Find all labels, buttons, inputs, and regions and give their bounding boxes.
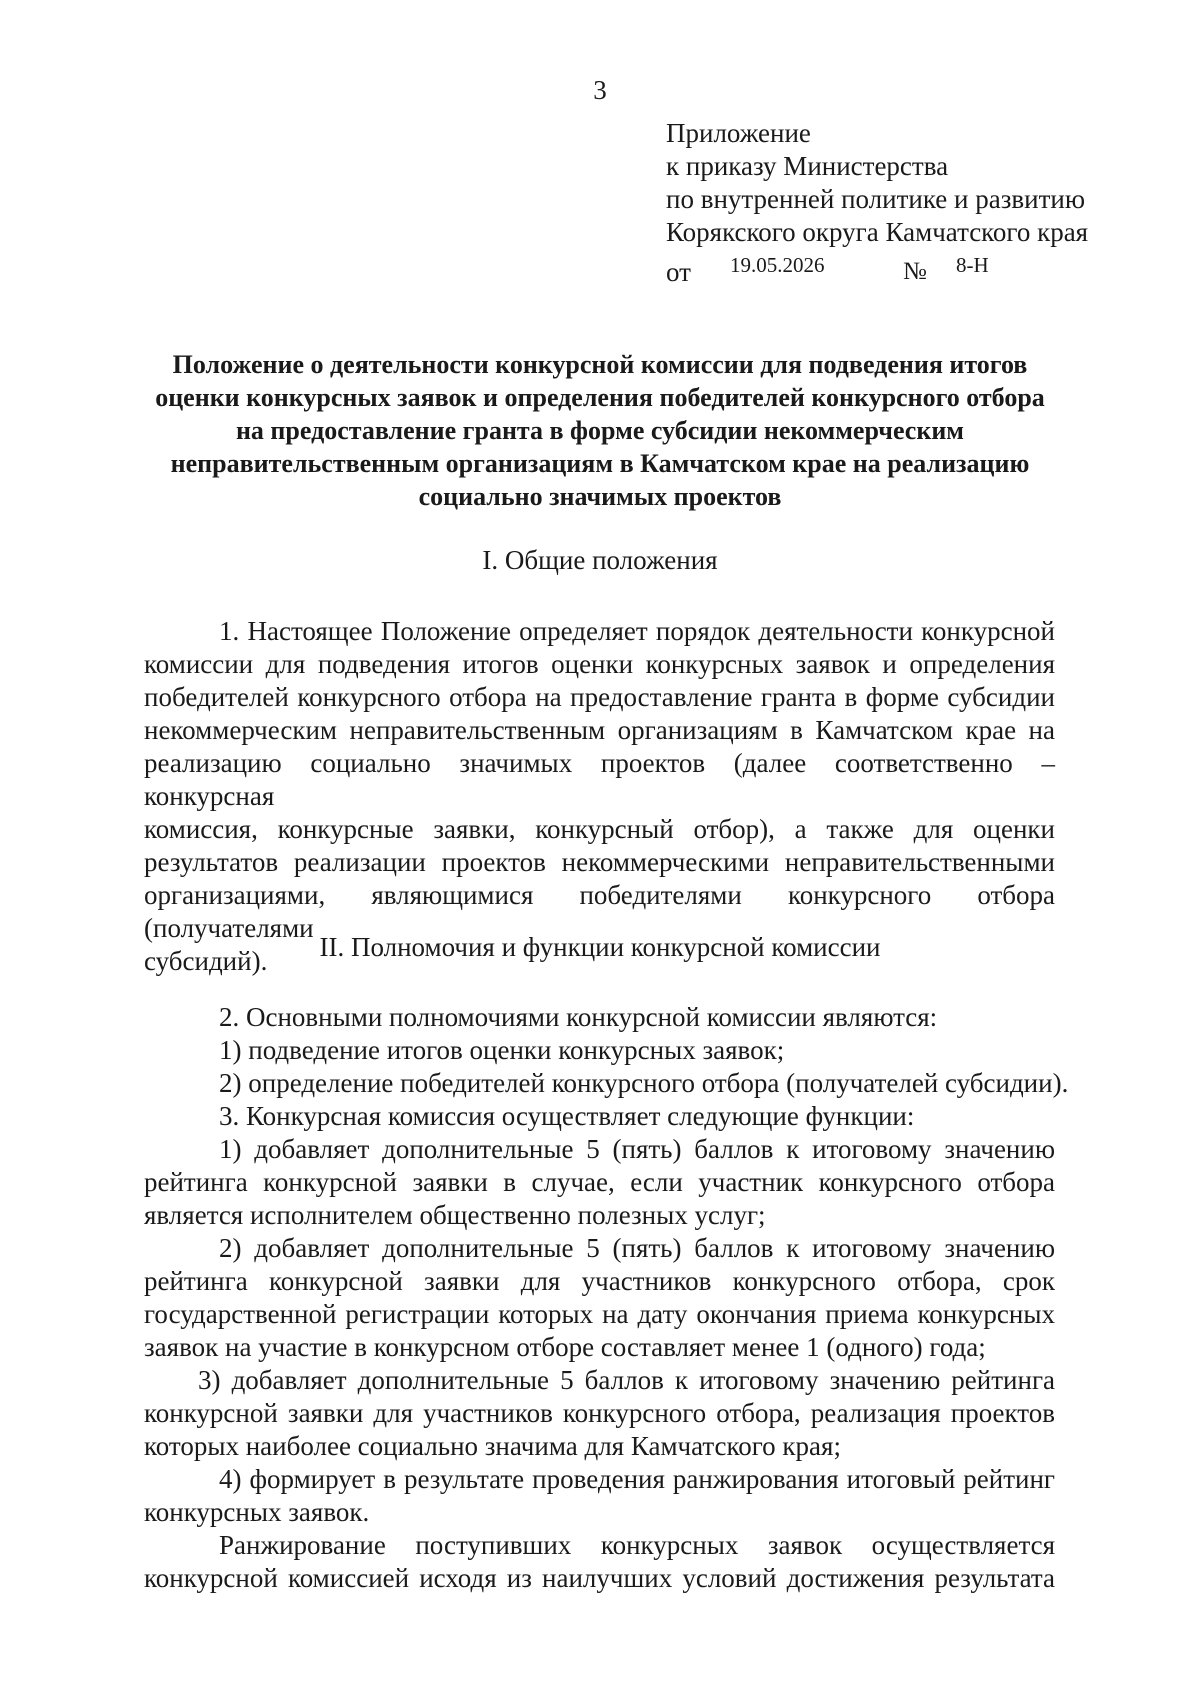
text-line: 2. Основными полномочиями конкурсной комиссии являются: [219, 1002, 938, 1032]
text-line: 4) формирует в результате проведения ранжирования итоговый рейтинг [219, 1464, 1055, 1494]
title-line: социально значимых проектов [418, 482, 782, 511]
document-title [120, 348, 1080, 513]
text-line: 1) добавляет дополнительные 5 (пять) баллов к итоговому значению [219, 1134, 1055, 1164]
section-general-body [144, 615, 1055, 978]
appendix-line: Приложение [666, 118, 811, 148]
order-number-sign: № [903, 258, 927, 285]
text-line: некоммерческим неправительственным организациям в Камчатском крае на [144, 715, 1055, 745]
text-line: государственной регистрации которых на дату окончания приема конкурсных [144, 1299, 1055, 1329]
appendix-line: Корякского округа Камчатского края [666, 217, 1089, 247]
text-line: 1. Настоящее Положение определяет порядок деятельности конкурсной [219, 616, 1055, 646]
title-line: неправительственным организациям в Камчатском крае на реализацию [170, 449, 1030, 478]
section-heading-general: I. Общие положения [482, 545, 718, 575]
text-line: субсидий). [144, 946, 268, 976]
order-reference [666, 249, 1088, 289]
text-line: конкурсной заявки для участников конкурсного отбора, реализация проектов [144, 1398, 1055, 1428]
order-from-label: от [666, 257, 691, 287]
text-line: заявок на участие в конкурсном отборе составляет менее 1 (одного) года; [144, 1332, 986, 1362]
appendix-line: к приказу Министерства [666, 151, 949, 181]
section-powers-body [144, 1001, 1069, 1595]
text-line: 2) определение победителей конкурсного отбора (получателей субсидии). [219, 1068, 1069, 1098]
text-line: комиссии для подведения итогов оценки конкурсных заявок и определения [144, 649, 1055, 679]
appendix-line: по внутренней политике и развитию [666, 184, 1086, 214]
title-line: на предоставление гранта в форме субсидии некоммерческим [235, 416, 965, 445]
text-line: реализацию социально значимых проектов (далее соответственно – конкурсная [144, 748, 1055, 811]
page-number: 3 [593, 75, 607, 105]
text-line: комиссия, конкурсные заявки, конкурсный отбор), а также для оценки [144, 814, 1055, 844]
text-line: 3. Конкурсная комиссия осуществляет следующие функции: [219, 1101, 915, 1131]
text-line: 1) подведение итогов оценки конкурсных заявок; [219, 1035, 785, 1065]
order-date: 19.05.2026 [730, 253, 825, 277]
text-line: 2) добавляет дополнительные 5 (пять) баллов к итоговому значению [219, 1233, 1055, 1263]
text-line: рейтинга конкурсной заявки в случае, если участник конкурсного отбора [144, 1167, 1055, 1197]
text-line: является исполнителем общественно полезных услуг; [144, 1200, 766, 1230]
text-line: рейтинга конкурсной заявки для участников конкурсного отбора, срок [144, 1266, 1055, 1296]
order-number: 8-Н [956, 253, 989, 277]
text-line: организациями, являющимися победителями конкурсного отбора (получателями [144, 880, 1055, 943]
text-line: которых наиболее социально значима для Камчатского края; [144, 1431, 841, 1461]
section-heading-powers: II. Полномочия и функции конкурсной комиссии [319, 932, 881, 962]
text-line: победителей конкурсного отбора на предоставление гранта в форме субсидии [144, 682, 1055, 712]
text-line: результатов реализации проектов некоммерческими неправительственными [144, 847, 1055, 877]
text-line: 3) добавляет дополнительные 5 баллов к итоговому значению рейтинга [198, 1365, 1055, 1395]
text-line: конкурсных заявок. [144, 1497, 370, 1527]
text-line: конкурсной комиссией исходя из наилучших условий достижения результата [144, 1563, 1055, 1593]
appendix-block [666, 117, 1088, 289]
title-line: оценки конкурсных заявок и определения победителей конкурсного отбора [155, 383, 1045, 412]
text-line: Ранжирование поступивших конкурсных заявок осуществляется [219, 1530, 1055, 1560]
title-line: Положение о деятельности конкурсной комиссии для подведения итогов [172, 350, 1028, 379]
